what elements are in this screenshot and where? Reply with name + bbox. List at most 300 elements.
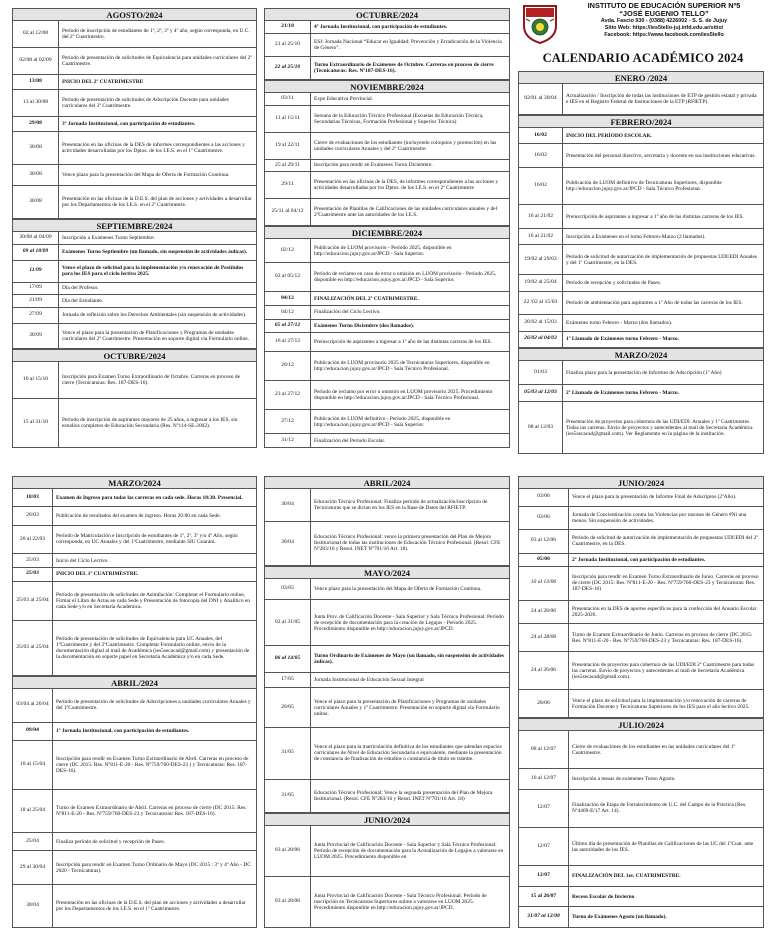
event-description: Vence el plazo de solicitud para la implementación y/o renovación de Postítulos para los IES para el ciclo lectivo 2025. <box>62 264 244 278</box>
section-octubre-2 <box>264 8 510 80</box>
event-description: Período de reclamo por error u omisión en LUOM provisorio 2025. Procedimiento disponible en http://educacion.jujuy.gov.ar/JPCD - Sala Técnico Profesional. <box>314 388 493 401</box>
event-description: Período de reclamo en caso de error u omisión en LUOM provisorio - Período 2025, disponible en http://educacion.jujuy.gov.ar/JPCD - Sala Superior. <box>314 271 497 284</box>
event-date: 30/08 <box>13 132 59 164</box>
event-row <box>264 381 510 410</box>
event-list <box>518 731 764 928</box>
event-list <box>264 239 510 448</box>
event-description: Inscripción para Examen Turno Extraordinario de Octubre. Carreras en proceso de cierre (Tecnicaturas: Res. 187-DES-16). <box>62 374 240 387</box>
event-date: 26/02 al 04/03 <box>519 332 563 347</box>
section-mayo <box>264 566 510 813</box>
event-description: Presentación en las oficinas de la D.E.S. del plan de acciones y actividades a desarrollar por los Departamentos de los I.E.S. en el 2º Cuatrimestre. <box>62 195 252 209</box>
event-description: Jornada de Concientización contra las Violencias por razones de Género #Ni una menos. Sin suspensión de actividades. <box>572 511 747 524</box>
event-date: 11/09 <box>13 261 59 282</box>
event-row <box>518 332 764 348</box>
event-description: Junta Provincial de Calificación Docente - Sala Superior y Sala Técnico Profesional: Período de recepción de documentación para la Actualización de Legajos a valorarse en LUOM 2025. Procedimiento disponible en <box>314 841 504 861</box>
event-list <box>264 579 510 813</box>
event-row <box>12 851 257 885</box>
event-row <box>264 333 510 351</box>
event-list <box>518 84 764 115</box>
institution-facebook[interactable]: Facebook: https://www.facebook.com/ies5tello <box>604 32 724 38</box>
event-description: Presentación de Planillas de Calificaciones de las unidades curriculares anuales y del 2ºCuatrimestre ante las autoridades de los I.E.S. <box>314 206 498 219</box>
section-febrero <box>518 115 764 348</box>
event-date: 25/03 al 25/04 <box>13 582 53 621</box>
event-date: 30/04 <box>265 522 311 565</box>
section-abril-2 <box>264 476 510 566</box>
event-row <box>12 21 257 48</box>
event-description: Publicación de LUOM provisorio - Período 2025, disponible en http://educacion.jujuy.gov.ar/JPCD - Sala Superior. <box>314 244 452 257</box>
event-row <box>518 887 764 908</box>
event-date: 02/12 <box>265 239 311 262</box>
event-date: 20 al 22/03 <box>13 526 53 554</box>
event-date: 03/04 al 26/04 <box>13 689 53 722</box>
event-row <box>12 186 257 219</box>
event-row <box>12 283 257 296</box>
event-row <box>518 828 764 866</box>
event-row <box>264 600 510 646</box>
event-date: 20/03 <box>13 507 53 524</box>
month-heading: SEPTIEMBRE/2024 <box>12 219 257 232</box>
event-row <box>518 385 764 402</box>
event-description: FINALIZACIÓN DEL 2º CUATRIMESTRE. <box>314 295 419 302</box>
event-date: 31/07 al 12/08 <box>519 907 569 927</box>
section-junio-2 <box>518 476 764 718</box>
event-date: 02 al 05/12 <box>265 263 311 291</box>
event-description: ESI: Jornada Nacional “Educar en Igualdad: Prevención y Erradicación de la Violencia de Género”. <box>314 38 502 51</box>
event-date: 06 al 14/05 <box>265 646 311 672</box>
event-description: Presentación de proyectos para cobertura de las UDI/EDI 2º Cuatrimestre para todas las carreras. Envío de proyectos y antecedentes al mail de Secretaría Académica (ies5secacad@gmail.com). <box>572 661 755 680</box>
event-description: Período de presentación de solicitudes de Asimilación: Completar el Formulario online, Firmar el Libro de Actas en cada Sede y Presentación de fotocopia del DNI y Analítico en cada Sede y/o en Secretaría Académica. <box>56 591 250 610</box>
event-description: Publicación de LUOM provisorio 2025 de Tecnicaturas Superiores, disponible en http://educacion.jujuy.gov.ar/JPCD - Sala Técnico Profesional. <box>314 359 490 372</box>
event-row <box>264 522 510 566</box>
event-date: 27/12 <box>265 410 311 433</box>
event-row <box>264 646 510 673</box>
event-description: Jornada Institucional de Educación Sexual Integral <box>314 677 424 684</box>
event-row <box>518 361 764 385</box>
event-date: 25/11 al 04/12 <box>265 199 311 225</box>
event-date: 10 al 12/07 <box>519 769 569 789</box>
event-row <box>518 402 764 454</box>
event-row <box>518 315 764 331</box>
event-row <box>264 57 510 80</box>
event-row <box>12 132 257 165</box>
event-row <box>264 172 510 199</box>
event-row <box>12 324 257 349</box>
event-description: Educación Técnico Profesional: Vence la segunda presentación del Plan de Mejora Institucional. (Resol. CFE Nº283/16 y Resol. INET Nº701/16 Art. 18) <box>314 789 493 802</box>
month-heading: JULIO/2024 <box>518 718 764 731</box>
month-heading: MARZO/2024 <box>12 476 257 489</box>
event-list <box>264 21 510 80</box>
event-row <box>264 410 510 434</box>
institution-logo <box>521 2 559 44</box>
event-list <box>12 489 257 676</box>
event-row <box>518 144 764 168</box>
event-description: Inscripción a Exámenes en el turno Febrero-Marzo (2 llamados). <box>566 233 706 240</box>
event-row <box>264 579 510 600</box>
event-description: Período de inscripción de estudiantes de 1º, 2º, 3º y 4º año, según corresponda, en U.C. del 2º Cuatrimestre. <box>62 27 250 40</box>
event-description: Finalización del Período Escolar. <box>314 437 386 444</box>
institution-header <box>560 2 768 39</box>
event-description: Cierre de evaluaciones de los estudiantes (incluyendo coloquios y promoción) en las unidades curriculares Anuales y del 2º Cuatrimestre. <box>314 139 497 152</box>
event-row <box>264 688 510 727</box>
event-row <box>518 790 764 828</box>
event-date: 11 al 15/11 <box>265 106 311 132</box>
event-date: 10 al 13/06 <box>519 567 569 600</box>
event-date: 15 al 26/07 <box>519 887 569 907</box>
event-description: Cierre de evaluaciones de los estudiantes en las unidades curriculares del 1º Cuatrimestre. <box>572 743 736 756</box>
event-description: Día del Estudiante. <box>62 297 104 304</box>
column-3-top <box>518 71 764 454</box>
event-row <box>518 168 764 205</box>
event-row <box>518 275 764 291</box>
event-date: 25 al 29/11 <box>265 160 311 172</box>
event-date: 22 al 25/10 <box>265 57 311 79</box>
event-row <box>264 320 510 334</box>
event-row <box>264 93 510 106</box>
section-noviembre <box>264 80 510 226</box>
event-description: Exámenes Turno Diciembre (dos llamados). <box>314 323 415 330</box>
event-row <box>264 263 510 292</box>
event-description: Último día de presentación de Planillas de Calificaciones de las UC del 1ºCuat. ante las autoridades de los IES. <box>572 840 754 853</box>
event-list <box>12 21 257 219</box>
event-date: 10 al 15/10 <box>13 362 59 398</box>
event-row <box>264 160 510 173</box>
event-row <box>12 689 257 723</box>
event-description: Vence el plazo para la matriculación definitiva de los estudiantes que adeudan espacios curriculares de Nivel de Educación Secundaria o equivalente, mediante la presentación de constancia de finalización de estudios o constancia de título en trámite. <box>314 744 502 763</box>
event-description: Publicación de LUOM definitivo - Período 2025, disponible en http://educacion.jujuy.gov.ar/JPCD - Sala Superior. <box>314 415 451 428</box>
event-description: Período de presentación de solicitudes de Adscripciones a unidades curriculares Anuales y del 1ºCuatrimestre. <box>56 699 251 712</box>
event-description: Período de presentación de solicitudes de Equivalencia para UC Anuales, del 1ºCuatrimestre y del 2ºCuatrimestre. Completar Formulario online, envío de la documentación digital al mail de Académica (ies5secacad@gmail.com) y presentación de la documentación en soporte papel en Secretaría Académica y/o en cada Sede. <box>56 636 250 661</box>
event-description: 2º Llamado de Exámenes turno Febrero - Marzo. <box>566 390 679 397</box>
section-junio-1 <box>264 813 510 928</box>
event-row <box>518 292 764 316</box>
event-date: 13/08 <box>13 75 59 89</box>
event-date: 13 al 30/08 <box>13 90 59 116</box>
event-row <box>264 728 510 780</box>
event-row <box>518 489 764 507</box>
event-list <box>12 232 257 349</box>
event-description: 2º Jornada Institucional, con participación de estudiantes. <box>572 556 706 563</box>
event-date: 02 al 31/05 <box>265 600 311 645</box>
event-description: Día del Profesor. <box>62 285 99 292</box>
event-date: 24 al 28/06 <box>519 624 569 651</box>
event-date: 30/04 <box>265 489 311 521</box>
event-date: 03 al 28/06 <box>265 877 311 927</box>
event-row <box>264 239 510 263</box>
event-date: 16 al 21/02 <box>519 229 563 244</box>
event-list <box>518 361 764 454</box>
event-date: 03/11 <box>265 93 311 105</box>
event-row <box>12 90 257 117</box>
event-date: 01/03 <box>519 361 563 384</box>
event-description: Período de solicitud de autorización de implementación de propuestas UDI/EDI del 2º Cuatrimestre, en la DES. <box>572 535 758 548</box>
page-title: CALENDARIO ACADÉMICO 2024 <box>542 51 744 65</box>
institution-address: Avda. Fascio 930 - (0388) 4226002 - S. S. de Jujuy <box>600 18 728 24</box>
event-date: 16/02 <box>519 168 563 204</box>
event-description: Inscripción a mesas de exámenes Turno Agosto. <box>572 775 676 782</box>
event-description: Junta Provincial de Calificación Docente - Sala Técnico Profesional: Período de inscripción en Tecnicaturas Superiores online a valorarse en LUOM 2025. Procedimiento disponible en http://educacion.jujuy.gov.ar/JPCD. <box>314 892 487 912</box>
month-heading: OCTUBRE/2024 <box>12 349 257 362</box>
section-agosto <box>12 8 257 219</box>
event-description: Actualización / Inscripción de todas las instituciones de ETP de gestión estatal y privada e IES en el Registro Federal de Instituciones de la ETP (RFIETP). <box>566 92 757 105</box>
event-date: 25/03 <box>13 568 53 581</box>
event-row <box>518 229 764 245</box>
section-julio <box>518 718 764 928</box>
event-description: Finalización del Ciclo Lectivo. <box>314 309 381 316</box>
event-row <box>12 833 257 851</box>
event-date: 23 al 27/12 <box>265 381 311 409</box>
event-date: 05/06 <box>519 554 569 566</box>
month-heading: ENERO /2024 <box>518 71 764 84</box>
event-row <box>518 652 764 690</box>
event-date: 03/06 <box>519 489 569 506</box>
event-row <box>518 128 764 144</box>
event-date: 19/02 al 25/04 <box>519 275 563 290</box>
event-row <box>264 489 510 522</box>
event-row <box>12 885 257 928</box>
month-heading: ABRIL/2024 <box>264 476 510 489</box>
event-date: 31/05 <box>265 780 311 812</box>
event-description: Inicio del Ciclo Lectivo. <box>56 557 109 564</box>
event-description: Vence plazo para la presentación del Mapa de Oferta de Formación Continua. <box>62 172 230 179</box>
event-date: 29/08 <box>13 117 59 131</box>
section-octubre-1 <box>12 349 257 448</box>
event-row <box>12 308 257 324</box>
event-description: Finalización de Etapa de Fortalecimiento de U.C. del Campo de la Práctica (Res. Nº4469-E/17 Art. 14). <box>572 802 747 815</box>
event-description: Inscripción para rendir en Examen Turno Ordinario de Mayo (DC 2015 : 3º y 4º Año - DC 2020 - Tecnicaturas). <box>56 861 251 874</box>
event-date: 18/03 <box>13 489 53 506</box>
event-date: 28/06 <box>519 690 569 717</box>
event-row <box>264 352 510 381</box>
event-list <box>264 826 510 928</box>
event-row <box>518 554 764 567</box>
event-row <box>264 34 510 57</box>
event-description: Publicación de resultados del examen de ingreso. Horas 20:00 en cada Sede. <box>56 512 221 519</box>
event-row <box>264 434 510 448</box>
event-description: Inscripción para rendir en Examen Turno Extraordinario de Junio. Carreras en proceso de cierre (DC 2015: Res. Nº811-E-20 - Res. Nº759/760-DES-23 y Tecnicaturas: Res. 187-DES-16) <box>572 574 759 593</box>
event-description: Período de presentación de solicitudes de Equivalencia para unidades curriculares del 2º Cuatrimestre. <box>62 54 253 68</box>
event-row <box>264 780 510 813</box>
event-date: 31/12 <box>265 434 311 447</box>
event-date: 12/07 <box>519 828 569 865</box>
event-description: Vence el plazo para la presentación de Planificaciones y Programas de unidades curriculares Anuales y 1º Cuatrimestre. Presentación en soporte digital vía Formulario online. <box>314 698 500 717</box>
event-description: Publicación de LUOM definitivo de Tecnicaturas Superiores, disponible http://educacion.jujuy.gov.ar/JPCD - Sala Técnico Profesional. <box>566 180 722 193</box>
event-row <box>12 790 257 833</box>
event-row <box>12 741 257 790</box>
month-heading: ABRIL/2024 <box>12 676 257 689</box>
event-date: 17/09 <box>13 283 59 295</box>
event-description: Semana de la Educación Técnico Profesional (Escuelas de Educación Técnica, Secundarias Técnicas, Formación Profesional y Superior Técnica) <box>314 112 484 125</box>
event-description: Examen de Ingreso para todas las carreras en cada sede. Horas 18:30. Presencial. <box>56 494 243 501</box>
event-date: 05/03 al 12/03 <box>519 385 563 401</box>
event-row <box>518 769 764 790</box>
month-heading: FEBRERO/2024 <box>518 115 764 128</box>
section-marzo-1 <box>518 348 764 454</box>
event-row <box>12 261 257 283</box>
event-date: 25/03 al 25/04 <box>13 621 53 675</box>
month-heading: NOVIEMBRE/2024 <box>264 80 510 93</box>
event-description: Vence plazo para la presentación del Mapa de Oferta de Formación Continua. <box>314 586 482 593</box>
event-description: Receso Escolar de Invierno <box>572 893 635 900</box>
event-row <box>12 554 257 568</box>
event-description: Exámenes turno Febrero - Marzo (dos llamados). <box>566 319 673 326</box>
column-2-bottom <box>264 476 510 928</box>
event-row <box>264 133 510 160</box>
event-date: 09/04 <box>13 723 53 740</box>
event-date: 27/09 <box>13 308 59 323</box>
institution-name: INSTITUTO DE EDUCACIÓN SUPERIOR Nº5 <box>587 1 741 10</box>
event-date: 10 al 15/04 <box>13 741 53 789</box>
event-description: Exámenes Turno Septiembre (un llamado, sin suspensión de actividades áulicas). <box>62 248 248 255</box>
section-marzo-2 <box>12 476 257 676</box>
event-date: 17/05 <box>265 673 311 687</box>
event-description: 1º Jornada Institucional, con participación de estudiantes. <box>56 728 190 735</box>
event-date: 29 al 30/04 <box>13 851 53 884</box>
event-date: 02 al 12/08 <box>13 21 59 47</box>
event-date: 16 al 21/02 <box>519 205 563 228</box>
event-date: 30/04 <box>13 885 53 927</box>
event-description: Vence el plazo para la presentación de Planificaciones y Programas de unidades curriculares del 2º Cuatrimestre. Presentación en soporte digital vía Formulario online. <box>62 329 249 342</box>
event-date: 02/01 al 30/04 <box>519 84 563 114</box>
event-date: 03/05 <box>265 579 311 599</box>
event-row <box>12 75 257 90</box>
event-date: 19/02 al 29/03 <box>519 245 563 274</box>
event-description: Período de presentación de solicitudes de Adscripción Docente para unidades curriculares del 2º Cuatrimestre. <box>62 97 229 110</box>
event-date: 03 al 28/06 <box>265 826 311 876</box>
event-list <box>12 362 257 448</box>
event-row <box>264 199 510 226</box>
event-row <box>518 507 764 531</box>
event-date: 04/12 <box>265 292 311 305</box>
event-description: Inscripción para rendir en Exámenes Turno Diciembre. <box>314 162 433 169</box>
event-row <box>12 526 257 555</box>
event-date: 31/05 <box>265 728 311 779</box>
event-date: 15 al 31/10 <box>13 399 59 447</box>
event-date: 29/11 <box>265 172 311 198</box>
section-diciembre <box>264 226 510 448</box>
event-row <box>12 362 257 399</box>
event-description: Presentación en las oficinas de la DES, de informes correspondientes a las acciones y actividades desarrolladas por los Dptos. de los I.E.S. en el 2º Cuatrimestre <box>314 179 499 192</box>
event-row <box>518 567 764 601</box>
event-date: 16/02 <box>519 128 563 143</box>
event-date: 08 al 12/07 <box>519 731 569 768</box>
event-description: Preinscripción de aspirantes a ingresar a 1º año de las distintas carreras de los IES. <box>566 213 744 220</box>
event-description: 4º Jornada Institucional, con participación de estudiantes. <box>314 23 448 30</box>
event-row <box>12 723 257 741</box>
event-row <box>264 826 510 877</box>
event-description: Período de solicitud de autorización de implementación de propuestas UDI/EDI Anuales y del 1º Cuatrimestre, en la DES. <box>566 253 758 266</box>
month-heading: AGOSTO/2024 <box>12 8 257 21</box>
event-date: 05 al 27/12 <box>265 320 311 333</box>
event-date: 09 al 18/09 <box>13 245 59 260</box>
event-row <box>264 877 510 928</box>
event-description: Turno de Examen Extraordinario de Abril. Carreras en proceso de cierre (DC 2015: Res. Nº811-E-20 - Res. Nº759/760-DES-23 y Tecnicaturas: Res. 187-DES-16). <box>56 804 247 818</box>
event-row <box>518 205 764 229</box>
column-2-top <box>264 8 510 448</box>
event-row <box>12 568 257 582</box>
event-date: 08 al 12/03 <box>519 402 563 453</box>
event-row <box>264 292 510 306</box>
event-row <box>518 690 764 718</box>
event-date: 16 al 27/12 <box>265 333 311 350</box>
event-date: 16/02 <box>519 144 563 167</box>
event-description: FINALIZACIÓN DEL 1er. CUATRIMESTRE. <box>572 872 681 879</box>
event-description: INICIO DEL 1º CUATRIMESTRE. <box>56 571 139 578</box>
event-row <box>12 232 257 245</box>
event-date: 30/09 <box>13 324 59 348</box>
institution-web[interactable]: Sitio Web: https://ies5tello-juj.infd.edu.ar/sitio/ <box>604 25 724 31</box>
event-row <box>264 306 510 320</box>
event-row <box>264 106 510 133</box>
event-date: 24 al 28/06 <box>519 601 569 624</box>
event-description: Período de Matriculación e Inscripción de estudiantes de 1º, 2º, 3º y/o 4º Año, según corresponda, en UC Anuales y del 1ºCuatrimestre, mediante SIU Guaraní. <box>56 533 238 546</box>
event-row <box>12 507 257 525</box>
event-row <box>518 731 764 769</box>
institution-honoree: “JOSÉ EUGENIO TELLO” <box>619 9 709 18</box>
event-date: 02/08 al 02/09 <box>13 48 59 74</box>
event-description: Educación Técnico Profesional: Finaliza período de actualización/inscripción de Tecnicaturas que se dictan en los IES en la Base de Datos del RFIETP. <box>314 498 488 511</box>
event-list <box>518 128 764 348</box>
event-description: Presentación del personal directivo, secretaria y docente en sus instituciones educativas. <box>566 152 756 159</box>
event-list <box>12 689 257 928</box>
month-heading: OCTUBRE/2024 <box>264 8 510 21</box>
event-description: Expo Educativa Provincial. <box>314 95 374 102</box>
event-date: 21/10 <box>265 21 311 33</box>
event-description: Turno de Examen Extraordinario de Junio. Carreras en proceso de cierre (DC 2015: Res. Nº811-E-20 - Res. Nº759/760-DES-23 y Tecnicaturas: Res. 187-DES-16). <box>572 631 753 644</box>
event-date: 03/06 <box>519 507 569 530</box>
event-date: 19 al 22/11 <box>265 133 311 159</box>
event-description: Turno Extraordinario de Exámenes de Octubre. Carreras en proceso de cierre (Tecnicaturas: Res. Nº187-DES-16). <box>314 61 494 74</box>
event-date: 12/07 <box>519 790 569 827</box>
event-row <box>518 530 764 554</box>
event-date: 30/08 al 04/09 <box>13 232 59 244</box>
event-row <box>518 84 764 115</box>
event-date: 20/12 <box>265 352 311 380</box>
event-date: 03 al 12/06 <box>519 530 569 553</box>
event-date: 21/09 <box>13 295 59 307</box>
event-description: Presentación en las oficinas de la D.E.S. del plan de acciones y actividades a desarrollar por los Departamentos de los I.E.S. en el 1º Cuatrimestre. <box>56 899 246 912</box>
event-date: 18 al 25/04 <box>13 790 53 832</box>
event-description: Presentación en las oficinas de la DES de informes correspondientes a las acciones y actividades desarrolladas por los Dptos. de los I.E.S. en el 1º Cuatrimestre. <box>62 142 245 155</box>
event-list <box>264 93 510 226</box>
event-row <box>12 117 257 132</box>
event-description: 3º Jornada Institucional, con participación de estudiantes. <box>62 121 196 128</box>
event-description: Educación Técnico Profesional: vence la primera presentación del Plan de Mejora Institucional de todas las instituciones de Educación Técnico Profesional. (Resol. CFE Nº283/16 y Resol. INET Nº701/16 Art. 18). <box>314 534 501 553</box>
event-date: 30/08 <box>13 165 59 185</box>
event-row <box>518 601 764 625</box>
event-row <box>264 21 510 34</box>
event-description: Jornada de reflexión sobre los Derechos Ambientales (sin suspensión de actividades). <box>62 312 247 319</box>
event-row <box>12 489 257 507</box>
event-row <box>12 165 257 186</box>
event-row <box>12 295 257 308</box>
event-description: Junta Prov. de Calificación Docente - Sala Superior y Sala Técnico Profesional: Período de recepción de documentación para la creación de Legajos - Período 2025. Procedimiento disponible en http://educacion.jujuy.gov.ar/JPCD. <box>314 613 504 632</box>
event-date: 26/02 al 15/03 <box>519 315 563 330</box>
month-heading: JUNIO/2024 <box>518 476 764 489</box>
event-date: 25/04 <box>13 833 53 850</box>
column-1-top <box>12 8 257 448</box>
event-list <box>518 489 764 718</box>
event-row <box>12 621 257 676</box>
event-row <box>518 866 764 887</box>
event-row <box>12 582 257 622</box>
event-description: Período de recepción y solicitudes de Pases. <box>566 279 662 286</box>
event-description: Preinscripción de aspirantes a ingresar a 1º año de las distintas carreras de los IES. <box>314 339 492 346</box>
event-description: Finaliza plazo para la presentación de Informes de Adscripción (1º Año) <box>566 369 722 376</box>
event-date: 20/05 <box>265 688 311 726</box>
event-description: Período de ambientación para aspirantes a 1º Año de todas las carreras de los IES. <box>566 299 743 306</box>
event-row <box>12 245 257 261</box>
event-description: Presentación de proyectos para cobertura de las UDI/EDI. Anuales y 1º Cuatrimestre. Todas las carreras. Envío de proyectos y antecedentes al mail de Secretaría Académica (ies5secacad@gmail.com). Ver Reglamento en la página de la institución. <box>566 418 753 437</box>
